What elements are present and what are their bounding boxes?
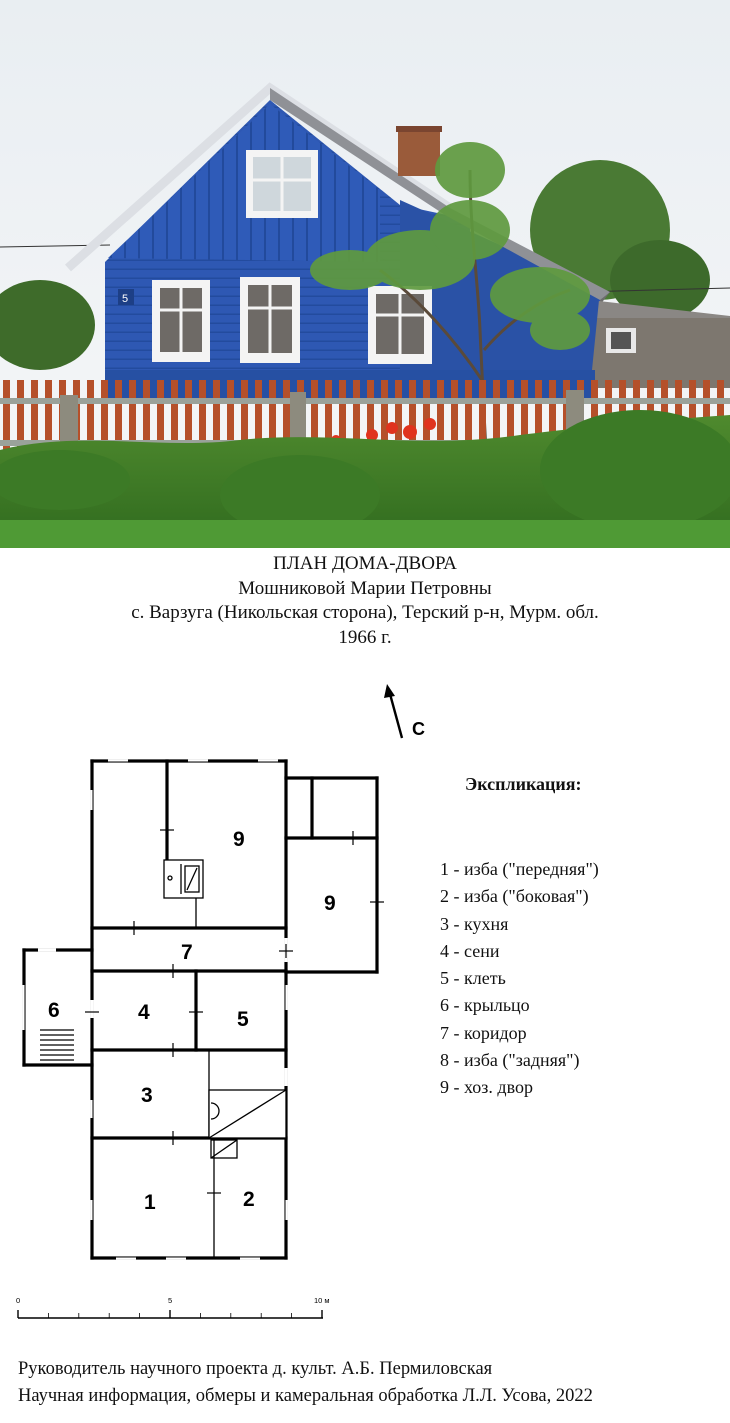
title-line-4: 1966 г. bbox=[338, 626, 392, 648]
title-line-2: Мошниковой Марии Петровны bbox=[238, 577, 492, 599]
room-label-2: 2 bbox=[243, 1188, 255, 1211]
list-item: 2 - изба ("боковая") bbox=[440, 886, 589, 907]
explication-list bbox=[440, 856, 599, 1102]
room-label-5: 5 bbox=[237, 1008, 249, 1031]
list-item: 3 - кухня bbox=[440, 913, 509, 934]
room-label-6: 6 bbox=[48, 999, 60, 1022]
scale-tick-10: 10 м bbox=[314, 1296, 330, 1305]
room-label-4: 4 bbox=[138, 1001, 150, 1024]
room-label-8: 9 bbox=[233, 828, 245, 851]
list-item: 8 - изба ("задняя") bbox=[440, 1050, 580, 1071]
list-item: 7 - коридор bbox=[440, 1022, 527, 1043]
credits bbox=[18, 1356, 593, 1410]
house-number-plate: 5 bbox=[122, 293, 129, 305]
credits-line-1: Руководитель научного проекта д. культ. А.Б. Пермиловская bbox=[18, 1359, 493, 1379]
scale-tick-5: 5 bbox=[168, 1296, 173, 1305]
house-photo bbox=[0, 0, 730, 548]
north-label: С bbox=[412, 719, 425, 739]
list-item: 4 - сени bbox=[440, 940, 500, 961]
list-item: 1 - изба ("передняя") bbox=[440, 859, 599, 879]
floor-plan bbox=[0, 660, 730, 1350]
credits-line-2: Научная информация, обмеры и камеральная обработка Л.Л. Усова, 2022 bbox=[18, 1386, 593, 1406]
room-label-9: 9 bbox=[324, 892, 336, 915]
list-item: 5 - клеть bbox=[440, 968, 506, 989]
room-label-1: 1 bbox=[144, 1191, 156, 1214]
list-item: 6 - крыльцо bbox=[440, 995, 530, 1016]
title-line-3: с. Варзуга (Никольская сторона), Терский р-н, Мурм. обл. bbox=[131, 602, 599, 623]
scale-tick-0: 0 bbox=[16, 1296, 21, 1305]
list-item: 9 - хоз. двор bbox=[440, 1077, 533, 1098]
scale-bar bbox=[16, 1296, 330, 1318]
plan-title bbox=[0, 552, 730, 650]
north-arrow-icon bbox=[384, 684, 425, 739]
room-label-3: 3 bbox=[141, 1084, 153, 1107]
title-line-1: ПЛАН ДОМА-ДВОРА bbox=[273, 553, 457, 574]
explication-heading: Экспликация: bbox=[465, 774, 582, 794]
room-label-7: 7 bbox=[181, 941, 193, 964]
